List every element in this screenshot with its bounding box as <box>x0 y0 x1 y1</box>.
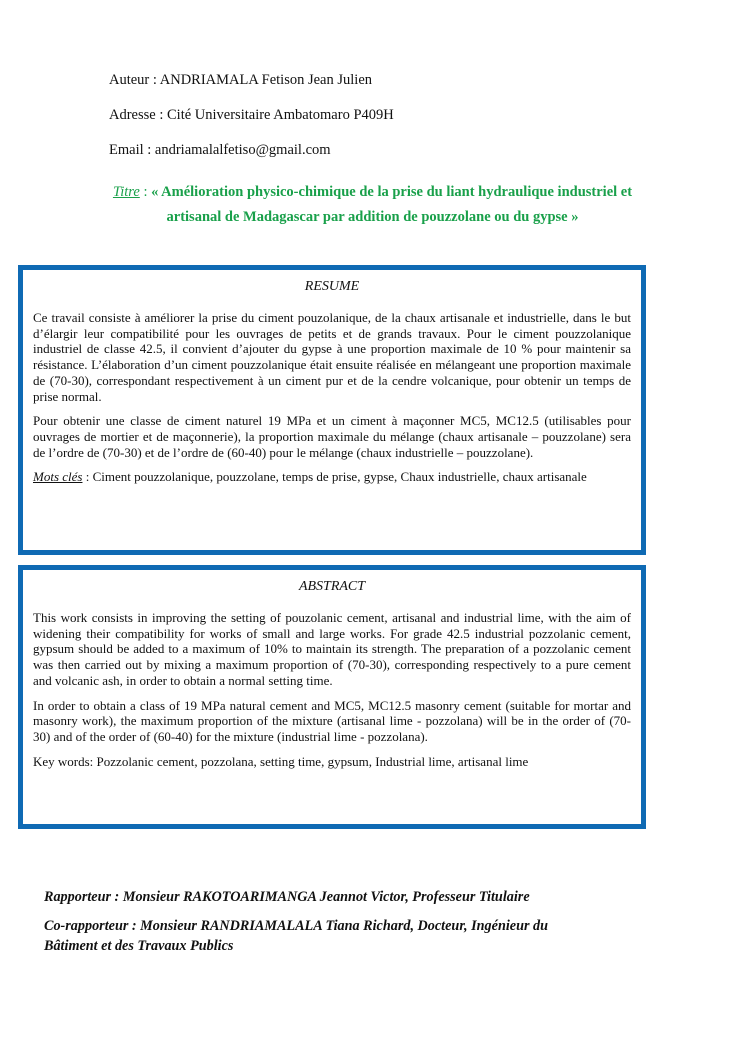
email-line <box>109 141 331 159</box>
address-line <box>109 106 394 124</box>
abstract-paragraph-2: In order to obtain a class of 19 MPa natural cement and MC5, MC12.5 masonry cement (suitable for mortar and masonry work), the maximum proportion of the mixture (artisanal lime - pozzolana) will be in the order of (70- 30) and of the order of (60-40) for the mixture (industrial lime - pozzolana). <box>33 697 631 744</box>
title-colon: : <box>139 184 152 200</box>
email-label: Email : <box>109 142 155 158</box>
resume-box <box>18 265 646 555</box>
abstract-keywords: Key words: Pozzolanic cement, pozzolana, setting time, gypsum, Industrial lime, artisanal lime <box>33 753 529 769</box>
abstract-paragraph-1: This work consists in improving the setting of pouzolanic cement, artisanal and industrial lime, with the aim of widening their compatibility for works of small and large works. For grade 42.5 industrial pozzolanic cement, gypsum should be added to a maximum of 10% to maintain its strength. The preparation of a pozzolanic cement was then carried out by mixing a maximum proportion of (70-30), corresponding respectively to a pure cement and volcanic ash, in order to obtain a normal setting time. <box>33 610 631 688</box>
abstract-heading: ABSTRACT <box>298 579 366 594</box>
abstract-box <box>18 565 646 829</box>
email-value: andriamalalfetiso@gmail.com <box>154 142 331 158</box>
title-label: Titre <box>112 184 140 200</box>
author-label: Auteur : <box>109 72 160 88</box>
resume-keywords-text: : Ciment pouzzolanique, pouzzolane, temps de prise, gypse, Chaux industrielle, chaux artisanale <box>82 469 587 485</box>
co-rapporteur: Co-rapporteur : Monsieur RANDRIAMALALA Tiana Richard, Docteur, Ingénieur du Bâtiment et des Travaux Publics <box>44 918 549 954</box>
address-value: Cité Universitaire Ambatomaro P409H <box>167 107 394 123</box>
resume-keywords-label: Mots clés <box>33 469 83 485</box>
resume-keywords <box>33 469 631 485</box>
author-name: ANDRIAMALA Fetison Jean Julien <box>159 72 373 88</box>
resume-heading: RESUME <box>304 279 360 294</box>
address-label: Adresse : <box>109 107 167 123</box>
resume-paragraph-2: Pour obtenir une classe de ciment naturel 19 MPa et un ciment à maçonner MC5, MC12.5 (utilisables pour ouvrages de mortier et de maçonnerie), la proportion maximale du mélange (chaux artisanale – pouzzolane) sera de l’ordre de (70-30) et de l’ordre de (60-40) pour le mélange (chaux industrielle – pouzzolane). <box>33 413 631 460</box>
thesis-title <box>100 180 645 230</box>
rapporteur: Rapporteur : Monsieur RAKOTOARIMANGA Jeannot Victor, Professeur Titulaire <box>44 889 530 905</box>
author-line <box>109 71 372 89</box>
resume-paragraph-1: Ce travail consiste à améliorer la prise du ciment pouzolanique, de la chaux artisanale et industrielle, dans le but d’élargir leur compatibilité pour les ouvrages de petits et de grands travaux. Pour le ciment pouzzolanique industriel de classe 42.5, il convient d’ajouter du gypse à une proportion maximale de 10 % pour maintenir sa résistance. L’élaboration d’un ciment pouzzolanique était ensuite réalisée en mélangeant une proportion maximale de (70-30), correspondant respectivement à un ciment pur et de la cendre volcanique, pour obtenir un temps de prise normal. <box>33 310 631 404</box>
title-text: « Amélioration physico-chimique de la prise du liant hydraulique industriel et artisanal de Madagascar par addition de pouzzolane ou du gypse » <box>151 184 633 225</box>
